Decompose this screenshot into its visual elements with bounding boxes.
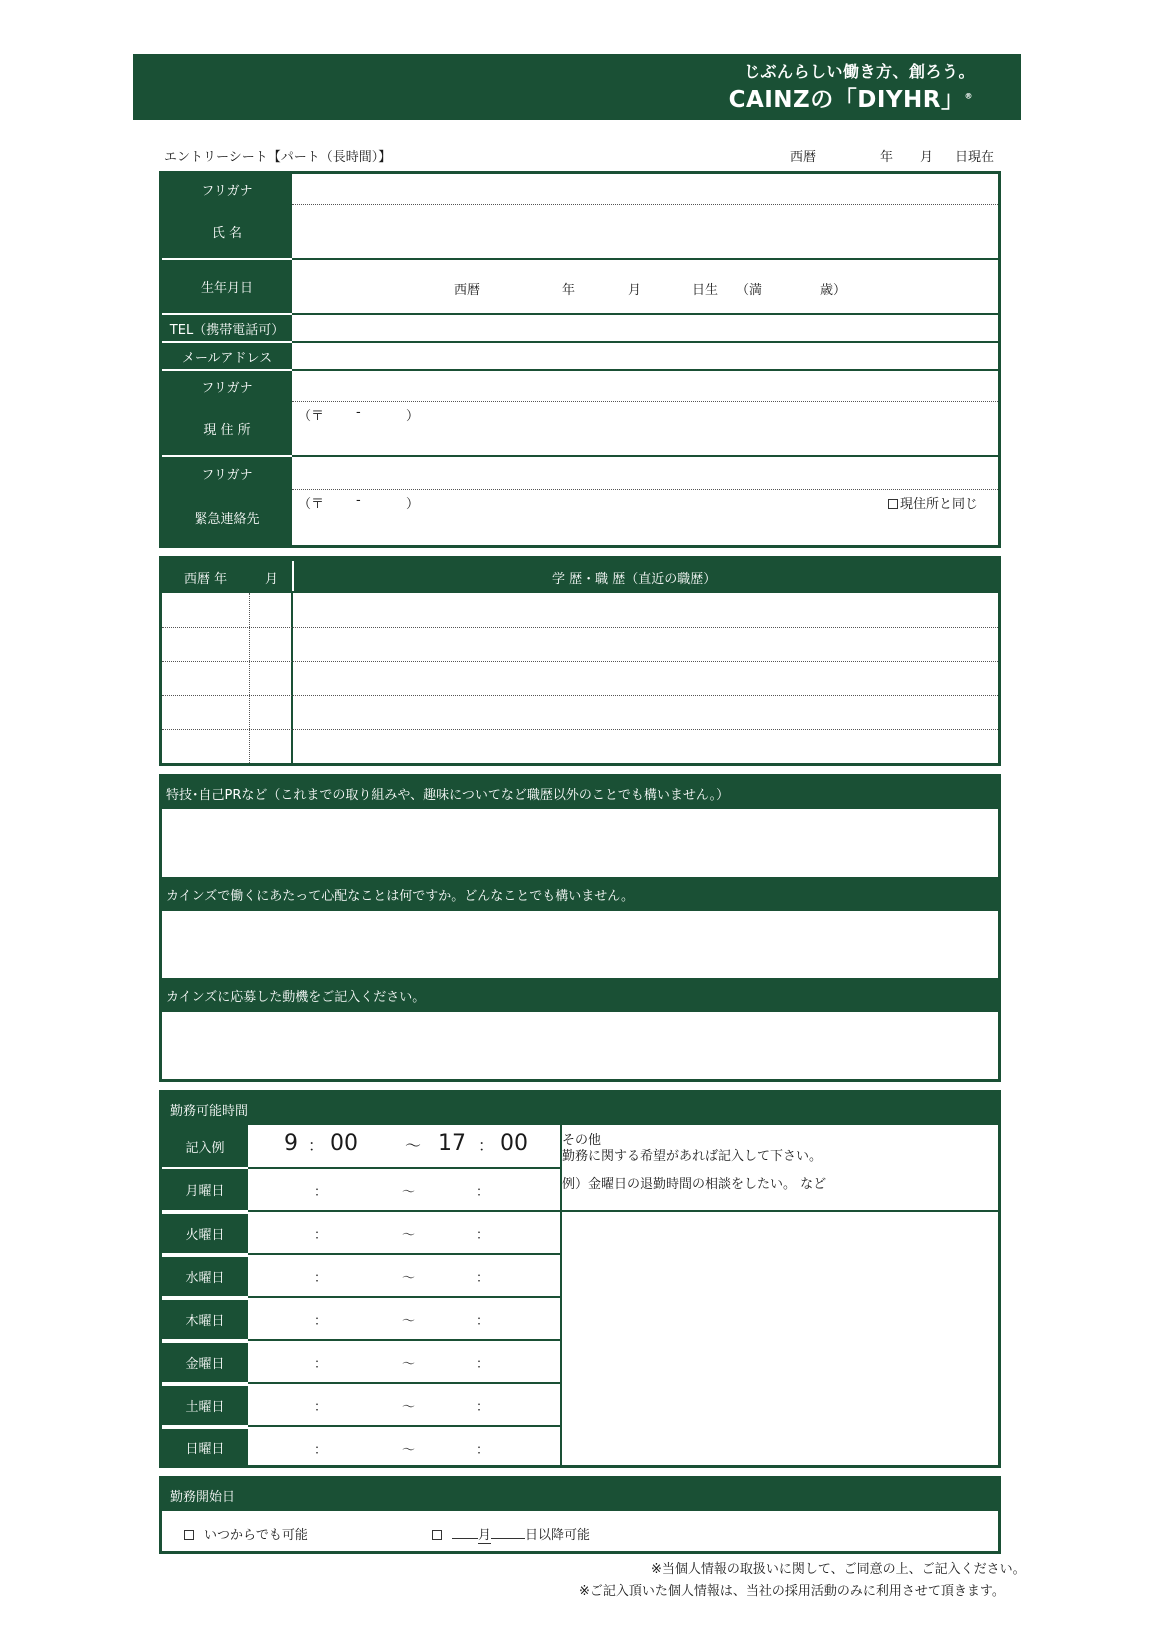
question-pr-header: 特技･自己PRなど（これまでの取り組みや、趣味についてなど職歴以外のことでも構いません。）	[162, 777, 998, 809]
day-tue: 火曜日	[162, 1212, 248, 1253]
other-example: 例）金曜日の退勤時間の相談をしたい。 など	[562, 1177, 827, 1192]
history-row-divider	[162, 661, 998, 662]
example-end-m: 00	[500, 1131, 528, 1156]
birth-era: 西暦	[454, 283, 481, 298]
col-detail: 学 歴・職 歴（直近の職歴）	[552, 572, 717, 587]
history-row[interactable]	[162, 731, 998, 763]
history-row[interactable]	[162, 697, 998, 729]
tagline: じぶんらしい働き方、創ろう。	[743, 62, 975, 81]
example-colon-1: ：	[308, 1136, 325, 1155]
example-start-h: 9	[284, 1131, 298, 1156]
tue-colon-1: ：	[314, 1228, 328, 1243]
tel-field[interactable]	[292, 315, 998, 341]
brand-logo	[729, 81, 973, 114]
day-mon: 月曜日	[162, 1169, 248, 1210]
emergency-furigana-field[interactable]	[292, 457, 998, 489]
wed-colon-1: ：	[314, 1271, 328, 1286]
name-furigana-field[interactable]	[292, 174, 998, 204]
questions-table	[159, 774, 1001, 1082]
date-month: 月	[920, 150, 934, 165]
mon-tilde: ～	[402, 1185, 416, 1200]
mon-colon-1: ：	[314, 1185, 328, 1200]
checkbox-icon	[432, 1530, 442, 1540]
question-motive-field[interactable]	[162, 1012, 998, 1079]
address-furigana-field[interactable]	[292, 371, 998, 401]
sat-tilde: ～	[402, 1400, 416, 1415]
wed-colon-2: ：	[476, 1271, 490, 1286]
history-row[interactable]	[162, 663, 998, 695]
question-pr-field[interactable]	[162, 809, 998, 877]
other-title: その他	[562, 1133, 602, 1148]
tue-colon-2: ：	[476, 1228, 490, 1243]
wed-tilde: ～	[402, 1271, 416, 1286]
start-date-option[interactable]	[432, 1524, 590, 1543]
other-desc: 勤務に関する希望があれば記入して下さい。	[562, 1149, 823, 1164]
registered-mark: ®	[964, 91, 973, 101]
day-divider	[162, 1167, 248, 1169]
start-month-label: 月	[478, 1528, 492, 1543]
question-concern-header: カインズで働くにあたって心配なことは何ですか。どんなことでも構いません。	[162, 877, 998, 911]
email-label: メールアドレス	[162, 343, 292, 369]
dotted-divider	[292, 489, 998, 490]
col-era-year: 西暦 年	[184, 572, 228, 587]
fri-colon-2: ：	[476, 1357, 490, 1372]
dotted-divider	[292, 204, 998, 205]
history-header	[162, 559, 998, 593]
date-suffix: 日現在	[955, 150, 995, 165]
tue-tilde: ～	[402, 1228, 416, 1243]
other-field[interactable]	[562, 1212, 998, 1465]
dotted-divider	[292, 401, 998, 402]
thu-time-field[interactable]	[250, 1298, 560, 1339]
thu-colon-1: ：	[314, 1314, 328, 1329]
personal-info-table	[159, 171, 1001, 548]
brand-text: CAINZの「DIYHR」	[728, 87, 965, 113]
question-concern-field[interactable]	[162, 911, 998, 978]
birthdate-label: 生年月日	[162, 260, 292, 313]
email-field[interactable]	[292, 343, 998, 369]
birth-age-close: 歳）	[820, 283, 847, 298]
postal-close: ）	[406, 409, 420, 424]
address-label: 現 住 所	[162, 401, 292, 455]
address-furigana-label: フリガナ	[162, 371, 292, 401]
day-sat: 土曜日	[162, 1384, 248, 1425]
start-title: 勤務開始日	[162, 1479, 998, 1511]
thu-tilde: ～	[402, 1314, 416, 1329]
birth-day-unit: 日生	[692, 283, 719, 298]
example-tilde: ～	[405, 1136, 422, 1155]
date-era: 西暦	[790, 150, 817, 165]
emergency-postal-dash: -	[356, 493, 361, 508]
fri-colon-1: ：	[314, 1357, 328, 1372]
history-row-divider	[162, 627, 998, 628]
history-row-divider	[162, 695, 998, 696]
same-as-address-label: 現住所と同じ	[900, 497, 979, 512]
day-fri: 金曜日	[162, 1341, 248, 1382]
sat-colon-1: ：	[314, 1400, 328, 1415]
row-divider	[292, 258, 998, 260]
fri-tilde: ～	[402, 1357, 416, 1372]
start-day-label: 日以降可能	[525, 1528, 591, 1543]
emergency-label: 緊急連絡先	[162, 489, 292, 545]
checkbox-icon	[184, 1530, 194, 1540]
thu-colon-2: ：	[476, 1314, 490, 1329]
wed-time-field[interactable]	[250, 1255, 560, 1296]
birth-year-unit: 年	[562, 283, 576, 298]
start-month-blank[interactable]	[452, 1527, 478, 1539]
history-row-divider	[162, 729, 998, 730]
example-colon-2: ：	[478, 1136, 495, 1155]
sun-colon-1: ：	[314, 1443, 328, 1458]
example-start-m: 00	[330, 1131, 358, 1156]
question-motive-header: カインズに応募した動機をご記入ください。	[162, 978, 998, 1012]
history-row[interactable]	[162, 629, 998, 661]
emergency-postal-open: （〒	[298, 497, 325, 512]
header-divider	[292, 561, 294, 591]
postal-open: （〒	[298, 409, 325, 424]
sun-colon-2: ：	[476, 1443, 490, 1458]
birth-month-unit: 月	[628, 283, 642, 298]
mon-time-field[interactable]	[250, 1169, 560, 1210]
same-as-address-checkbox[interactable]	[888, 493, 978, 512]
example-label: 記入例	[162, 1125, 248, 1167]
start-date-table	[159, 1476, 1001, 1554]
name-furigana-label: フリガナ	[162, 174, 292, 204]
day-wed: 水曜日	[162, 1255, 248, 1296]
birth-age-open: （満	[736, 283, 763, 298]
col-month: 月	[265, 572, 279, 587]
start-day-blank[interactable]	[491, 1527, 525, 1539]
sun-time-field[interactable]	[250, 1427, 560, 1465]
day-sun: 日曜日	[162, 1427, 248, 1465]
emergency-postal-close: ）	[406, 497, 420, 512]
sat-colon-2: ：	[476, 1400, 490, 1415]
start-anytime-label: いつからでも可能	[204, 1528, 308, 1543]
history-row[interactable]	[162, 595, 998, 627]
schedule-title: 勤務可能時間	[162, 1093, 998, 1125]
date-year: 年	[880, 150, 894, 165]
start-anytime-option[interactable]	[184, 1524, 308, 1543]
tel-label: TEL（携帯電話可）	[162, 315, 292, 341]
example-end-h: 17	[438, 1131, 466, 1156]
privacy-note-1: ※当個人情報の取扱いに関して、ご同意の上、ご記入ください。	[651, 1562, 1026, 1577]
sun-tilde: ～	[402, 1443, 416, 1458]
tue-time-field[interactable]	[250, 1212, 560, 1253]
privacy-note-2: ※ご記入頂いた個人情報は、当社の採用活動のみに利用させて頂きます。	[579, 1584, 1005, 1599]
name-field[interactable]	[292, 206, 998, 258]
header-banner	[133, 54, 1021, 120]
sat-time-field[interactable]	[250, 1384, 560, 1425]
fri-time-field[interactable]	[250, 1341, 560, 1382]
sheet-title: エントリーシート【パート（長時間）】	[164, 150, 392, 165]
address-field[interactable]	[292, 403, 998, 455]
day-thu: 木曜日	[162, 1298, 248, 1339]
schedule-table	[159, 1090, 1001, 1468]
mon-colon-2: ：	[476, 1185, 490, 1200]
name-label: 氏 名	[162, 204, 292, 258]
emergency-furigana-label: フリガナ	[162, 457, 292, 489]
history-table	[159, 556, 1001, 766]
checkbox-icon	[888, 499, 898, 509]
postal-dash: -	[356, 405, 361, 420]
